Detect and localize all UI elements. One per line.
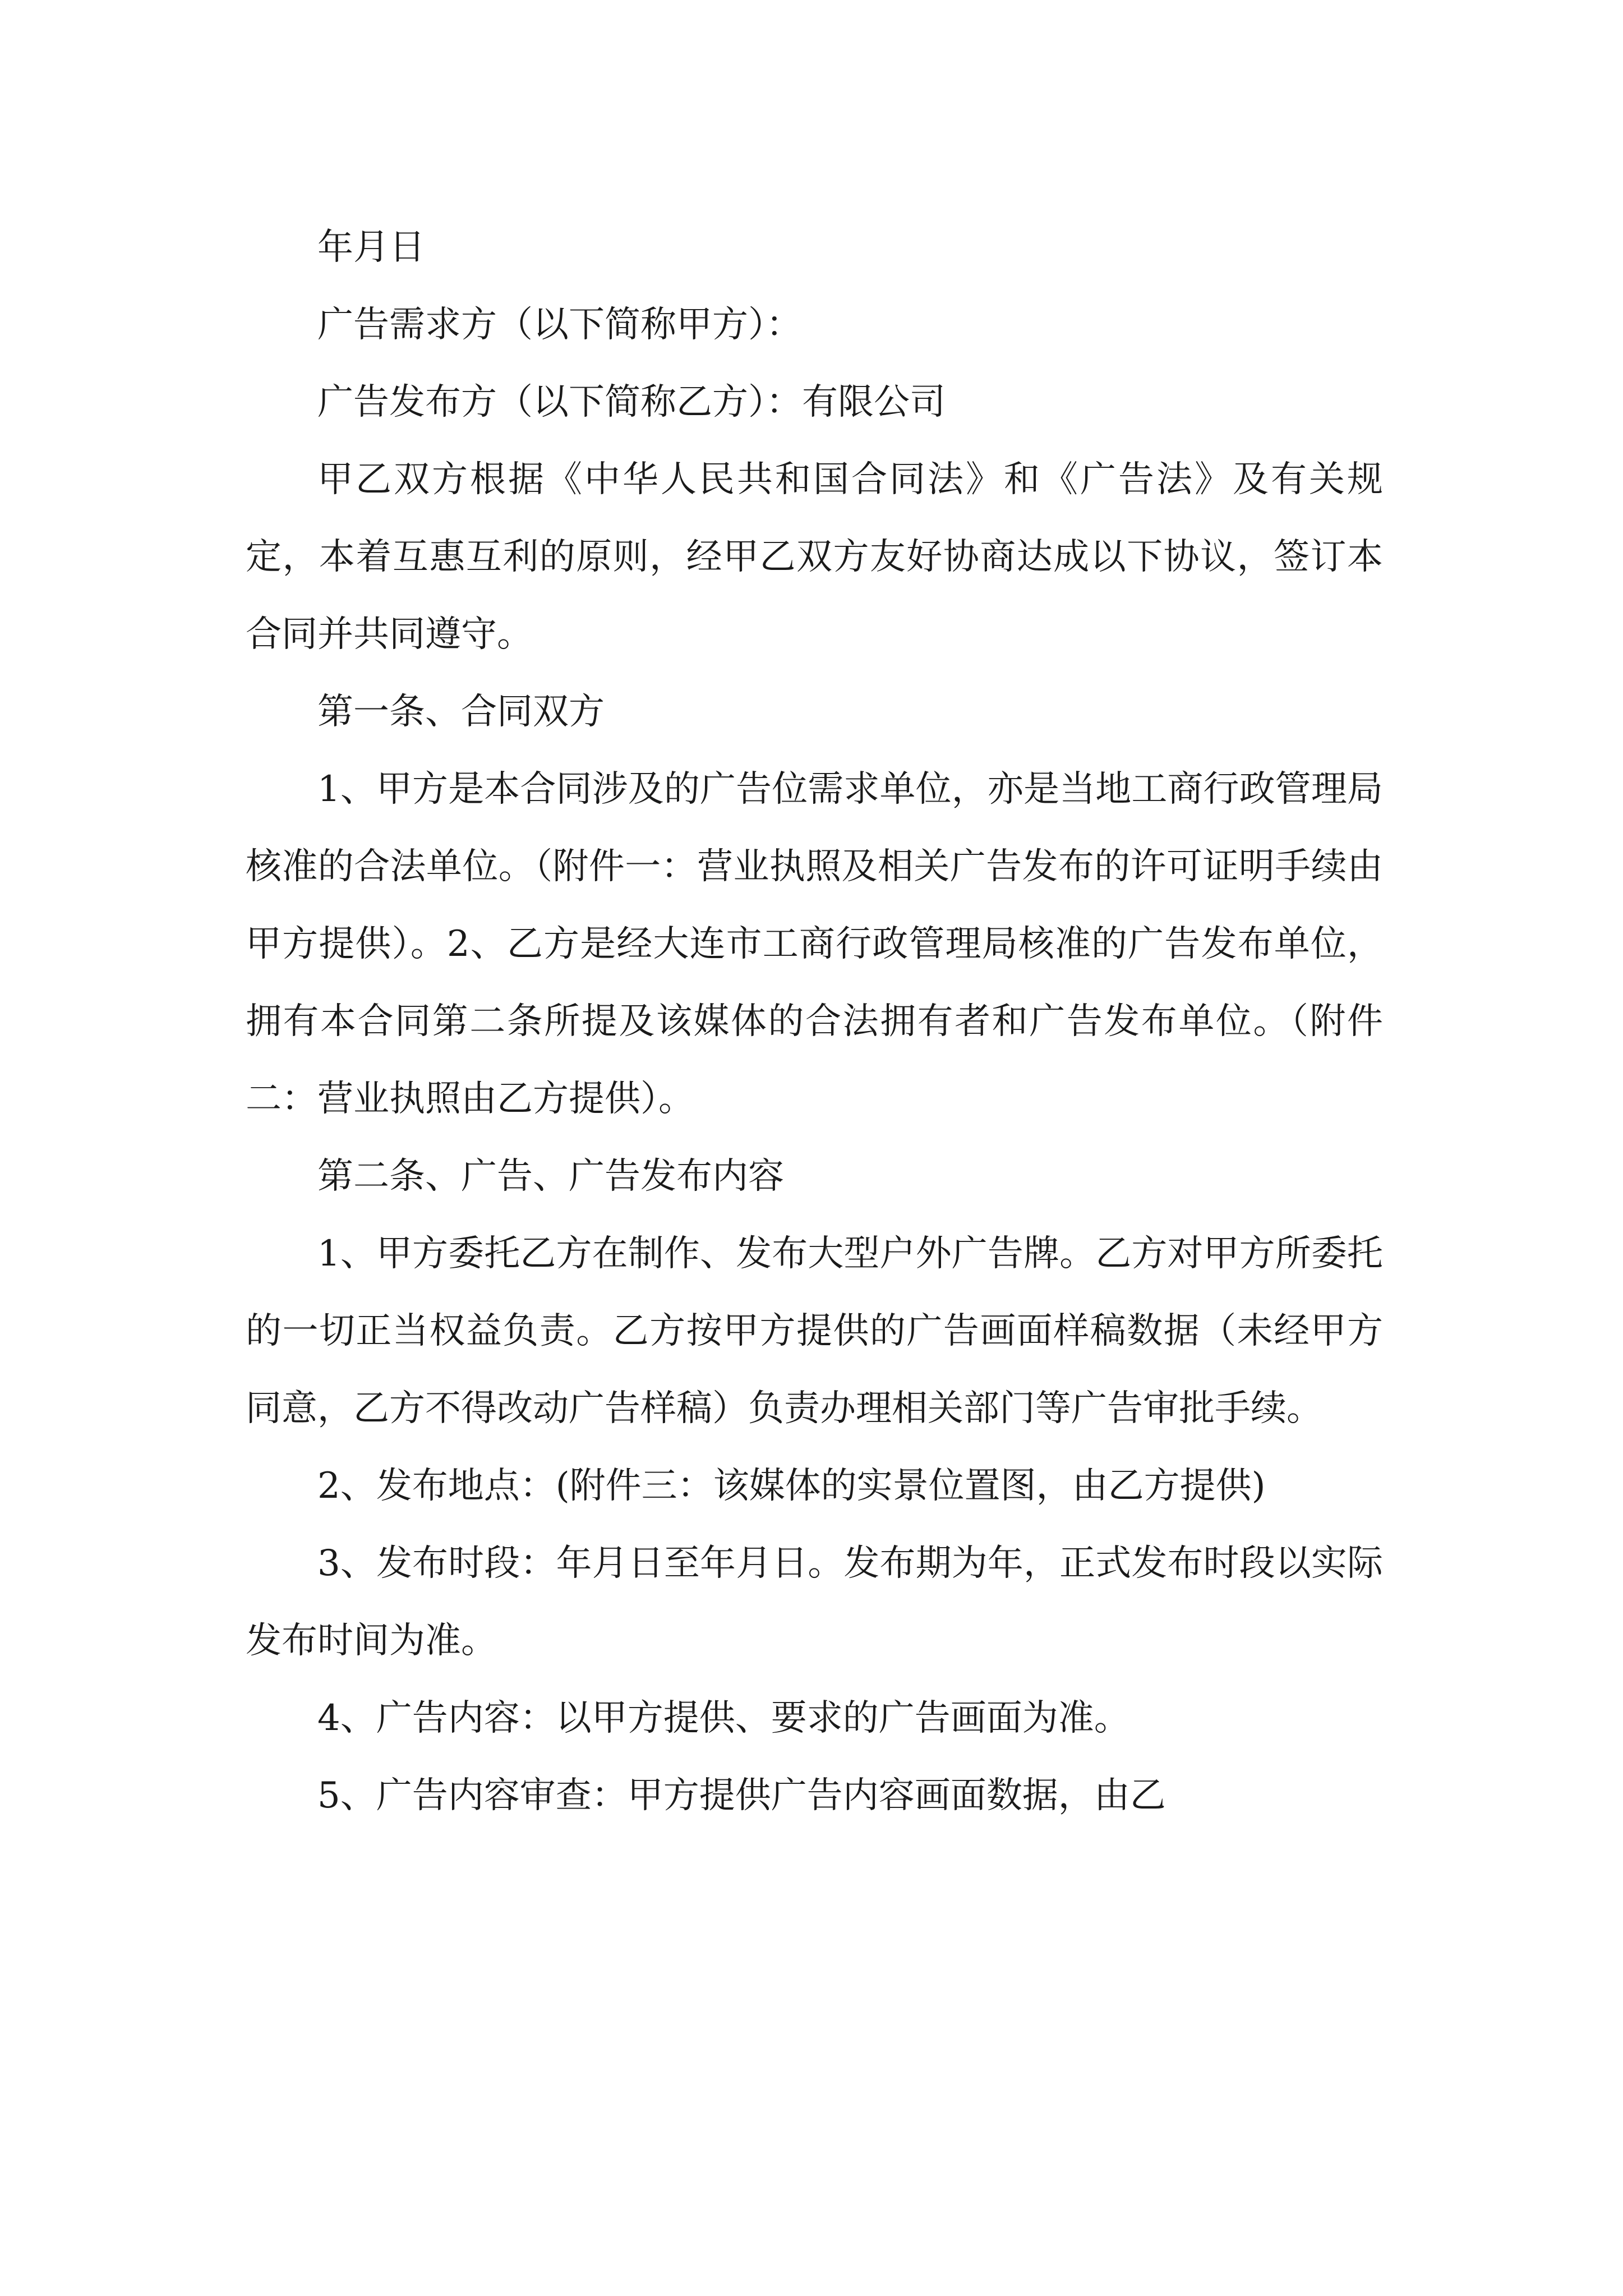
party-b-line: 广告发布方（以下简称乙方）：有限公司 [317, 381, 946, 423]
party-a-line: 广告需求方（以下简称甲方）： [317, 304, 802, 346]
article-2-item-3: 3、发布时段：年月日至年月日。发布期为年，正式发布时段以实际发布时间为准。 [246, 1543, 1383, 1662]
preamble-paragraph: 甲乙双方根据《中华人民共和国合同法》和《广告法》及有关规定，本着互惠互利的原则，经甲乙双方友好协商达成以下协议，签订本合同并共同遵守。 [246, 459, 1383, 655]
article-2-item-1: 1、甲方委托乙方在制作、发布大型户外广告牌。乙方对甲方所委托的一切正当权益负责。乙方按甲方提供的广告画面样稿数据（未经甲方同意，乙方不得改动广告样稿）负责办理相关部门等广告审批手续。 [246, 1233, 1383, 1429]
article-2-item-2: 2、发布地点：(附件三：该媒体的实景位置图，由乙方提供) [317, 1465, 1266, 1507]
document-body [246, 209, 1383, 1834]
article-2-item-4: 4、广告内容：以甲方提供、要求的广告画面为准。 [317, 1697, 1130, 1739]
article-1-paragraph: 1、甲方是本合同涉及的广告位需求单位，亦是当地工商行政管理局核准的合法单位。（附件一：营业执照及相关广告发布的许可证明手续由甲方提供）。2、乙方是经大连市工商行政管理局核准的广告发布单位，拥有本合同第二条所提及该媒体的合法拥有者和广告发布单位。（附件二：营业执照由乙方提供）。 [246, 769, 1383, 1120]
article-1-heading: 第一条、合同双方 [317, 691, 605, 733]
article-2-item-5: 5、广告内容审查：甲方提供广告内容画面数据，由乙 [317, 1775, 1166, 1816]
article-2-heading: 第二条、广告、广告发布内容 [317, 1156, 784, 1197]
date-line: 年月日 [317, 227, 425, 268]
